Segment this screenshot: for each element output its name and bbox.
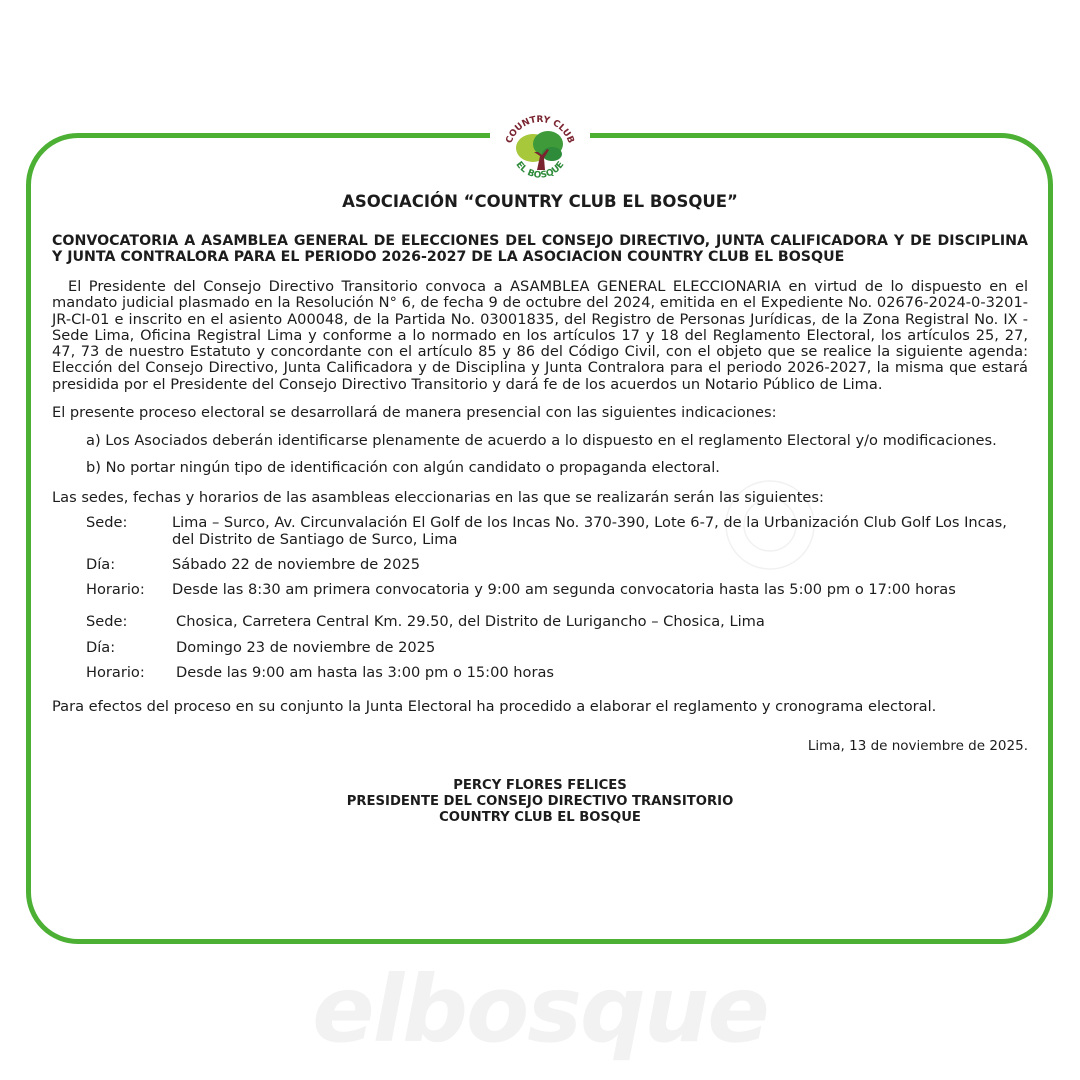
dia-value: Sábado 22 de noviembre de 2025 [172,555,420,573]
horario-label: Horario: [86,581,145,599]
horario-label: Horario: [86,664,145,682]
venue-2-dia-row [86,640,1028,656]
logo-bottom-text: EL BOSQUE [513,159,567,181]
venue-2-sede-row [86,614,1028,630]
signatory-organization: COUNTRY CLUB EL BOSQUE [439,809,641,825]
logo-top-text: COUNTRY CLUB [504,114,576,145]
sede-value: Chosica, Carretera Central Km. 29.50, del Distrito de Lurigancho – Chosica, Lima [176,613,765,631]
venue-schedule-2 [86,614,1028,681]
dia-label: Día: [86,638,116,656]
indication-b: b) No portar ningún tipo de identificación con algún candidato o propaganda electoral. [86,458,720,476]
convocation-heading: CONVOCATORIA A ASAMBLEA GENERAL DE ELECCIONES DEL CONSEJO DIRECTIVO, JUNTA CALIFICADORA Y DE DISCIPLINA Y JUNTA CONTRALORA PARA EL PERIODO 2026-2027 DE LA ASOCIACION COUNTRY CLUB EL BOSQUE [52,233,1028,265]
horario-value: Desde las 8:30 am primera convocatoria y 9:00 am segunda convocatoria hasta las 5:00 pm o 17:00 horas [172,581,956,599]
signature-block [52,778,1028,826]
sede-label: Sede: [86,514,128,532]
organization-title: ASOCIACIÓN “COUNTRY CLUB EL BOSQUE” [342,192,738,211]
sede-label: Sede: [86,613,128,631]
document-body [52,192,1028,826]
venues-intro: Las sedes, fechas y horarios de las asambleas eleccionarias en las que se realizarán serán las siguientes: [52,488,824,506]
process-intro: El presente proceso electoral se desarrollará de manera presencial con las siguientes indicaciones: [52,404,777,422]
country-club-logo [500,112,580,188]
signatory-name: PERCY FLORES FELICES [453,777,627,793]
dia-label: Día: [86,555,116,573]
watermark-text: elbosque [312,956,768,1063]
venue-1-sede-row [86,515,1028,548]
date-line: Lima, 13 de noviembre de 2025. [807,737,1028,754]
venue-2-horario-row [86,665,1028,681]
venue-1-horario-row [86,582,1028,598]
venue-1-dia-row [86,557,1028,573]
closing-paragraph: Para efectos del proceso en su conjunto la Junta Electoral ha procedido a elaborar el reglamento y cronograma electoral. [52,698,937,716]
horario-value: Desde las 9:00 am hasta las 3:00 pm o 15:00 horas [176,664,555,682]
dia-value: Domingo 23 de noviembre de 2025 [176,638,436,656]
signatory-title: PRESIDENTE DEL CONSEJO DIRECTIVO TRANSITORIO [346,793,734,809]
sede-value: Lima – Surco, Av. Circunvalación El Golf de los Incas No. 370-390, Lote 6-7, de la Urbanización Club Golf Los Incas, del Distrito de Santiago de Surco, Lima [172,514,1007,548]
venue-schedule-1 [86,515,1028,598]
indication-a: a) Los Asociados deberán identificarse plenamente de acuerdo a lo dispuesto en el reglamento Electoral y/o modificaciones. [86,432,997,450]
intro-paragraph: El Presidente del Consejo Directivo Transitorio convoca a ASAMBLEA GENERAL ELECCIONARIA en virtud de lo dispuesto en el mandato judicial plasmado en la Resolución N° 6, de fecha 9 de octubre del 2024, emitida en el Expediente No. 02676-2024-0-3201-JR-CI-01 e inscrito en el asiento A00048, de la Partida No. 03001835, del Registro de Personas Jurídicas, de la Zona Registral No. IX -Sede Lima, Oficina Registral Lima y conforme a lo normado en los artículos 17 y 18 del Reglamento Electoral, los artículos 25, 27, 47, 73 de nuestro Estatuto y concordante con el artículo 85 y 86 del Código Civil, con el objeto que se realice la siguiente agenda: Elección del Consejo Directivo, Junta Calificadora y de Disciplina y Junta Contralora para el periodo 2026-2027, la misma que estará presidida por el Presidente del Consejo Directivo Transitorio y dará fe de los acuerdos un Notario Público de Lima. [52,278,1028,393]
